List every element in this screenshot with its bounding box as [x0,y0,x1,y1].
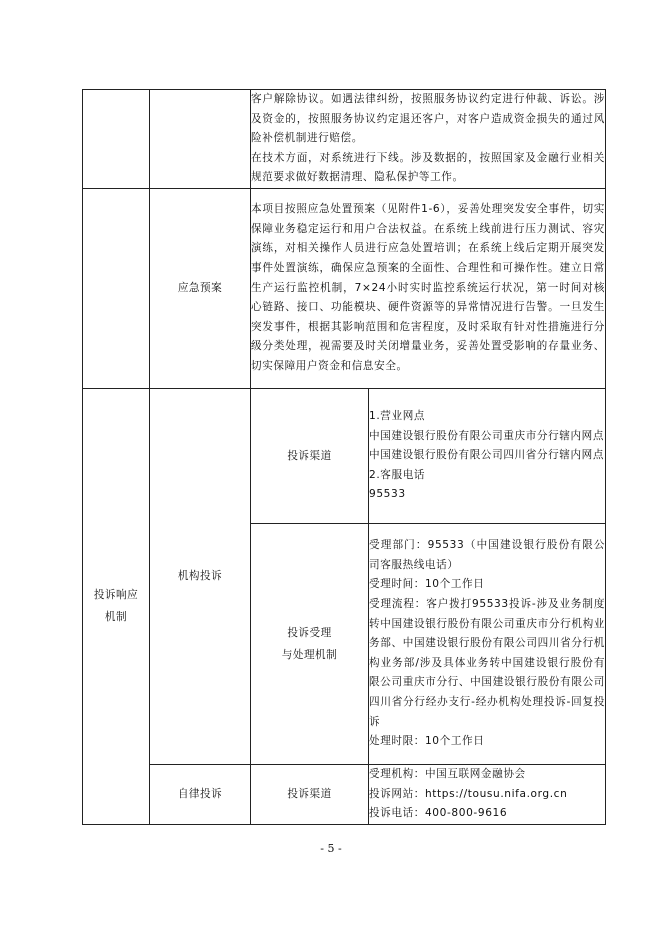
handling-label-line1: 投诉受理 [287,626,332,639]
institution-channel-text [369,388,606,523]
empty-cell [150,90,251,189]
self-regulatory-line: 受理机构：中国互联网金融协会 [369,767,526,780]
self-regulatory-line: 投诉电话：400-800-9616 [369,807,508,820]
table-row-self-regulatory [83,764,606,824]
channel-line: 95533 [369,488,406,501]
empty-cell [83,188,150,388]
handling-line: 受理流程：客户拨打95533投诉-涉及业务制度转中国建设银行股份有限公司重庆市分行机构业务部、中国建设银行股份有限公司四川省分行机构业务部/涉及具体业务转中国建设银行股份有限公司重庆市分行、中国建设银行股份有限公司四川省分行经办支行-经办机构处理投诉-回复投诉 [369,597,606,728]
complaint-response-label-line2: 机制 [104,611,128,624]
emergency-plan-text: 本项目按照应急处置预案（见附件1-6），妥善处理突发安全事件，切实保障业务稳定运行和用户合法权益。在系统上线前进行压力测试、容灾演练，对相关操作人员进行应急处置培训；在系统上线后定期开展突发事件处置演练，确保应急预案的全面性、合理性和可操作性。建立日常生产运行监控机制，7×24小时实时监控系统运行状况，第一时间对核心链路、接口、功能模块、硬件资源等的异常情况进行告警。一旦发生突发事件，根据其影响范围和危害程度，及时采取有针对性措施进行分级分类处理，视需要及时关闭增量业务，妥善处置受影响的存量业务、切实保障用户资金和信息安全。 [251,188,606,388]
emergency-plan-label: 应急预案 [150,188,251,388]
page-number: - 5 - [320,842,342,855]
paragraph-customer-termination: 客户解除协议。如遇法律纠纷，按照服务协议约定进行仲裁、诉讼。涉及资金的，按照服务协议约定退还客户，对客户造成资金损失的通过风险补偿机制进行赔偿。 [251,93,606,145]
channel-line: 2.客服电话 [369,468,426,481]
self-regulatory-channel-text [369,764,606,824]
complaint-response-mechanism-label [83,388,150,824]
complaint-mechanism-table [82,89,606,825]
paragraph-technical-offline: 在技术方面，对系统进行下线。涉及数据的，按照国家及金融行业相关规范要求做好数据清理、隐私保护等工作。 [251,151,606,184]
empty-cell [83,90,150,189]
complaint-response-label-line1: 投诉响应 [93,589,139,602]
handling-line: 受理部门：95533（中国建设银行股份有限公司客服热线电话） [369,539,606,571]
handling-line: 处理时限：10个工作日 [369,735,485,748]
handling-mechanism-text [369,523,606,764]
table-row-emergency-plan [83,188,606,388]
channel-line: 中国建设银行股份有限公司重庆市分行辖内网点 [369,429,605,442]
self-regulatory-line: 投诉网站：https://tousu.nifa.org.cn [369,787,568,800]
handling-line: 受理时间：10个工作日 [369,578,485,591]
self-regulatory-channel-label: 投诉渠道 [251,764,369,824]
table-row-institution-channel [83,388,606,523]
institution-channel-label: 投诉渠道 [251,388,369,523]
channel-line: 中国建设银行股份有限公司四川省分行辖内网点 [369,449,605,462]
exit-mechanism-text-cell [251,90,606,189]
handling-label-line2: 与处理机制 [281,648,338,661]
channel-line: 1.营业网点 [369,409,426,422]
handling-mechanism-label [251,523,369,764]
table-row-exit-mechanism [83,90,606,189]
institution-complaint-label: 机构投诉 [150,388,251,764]
self-regulatory-complaint-label: 自律投诉 [150,764,251,824]
